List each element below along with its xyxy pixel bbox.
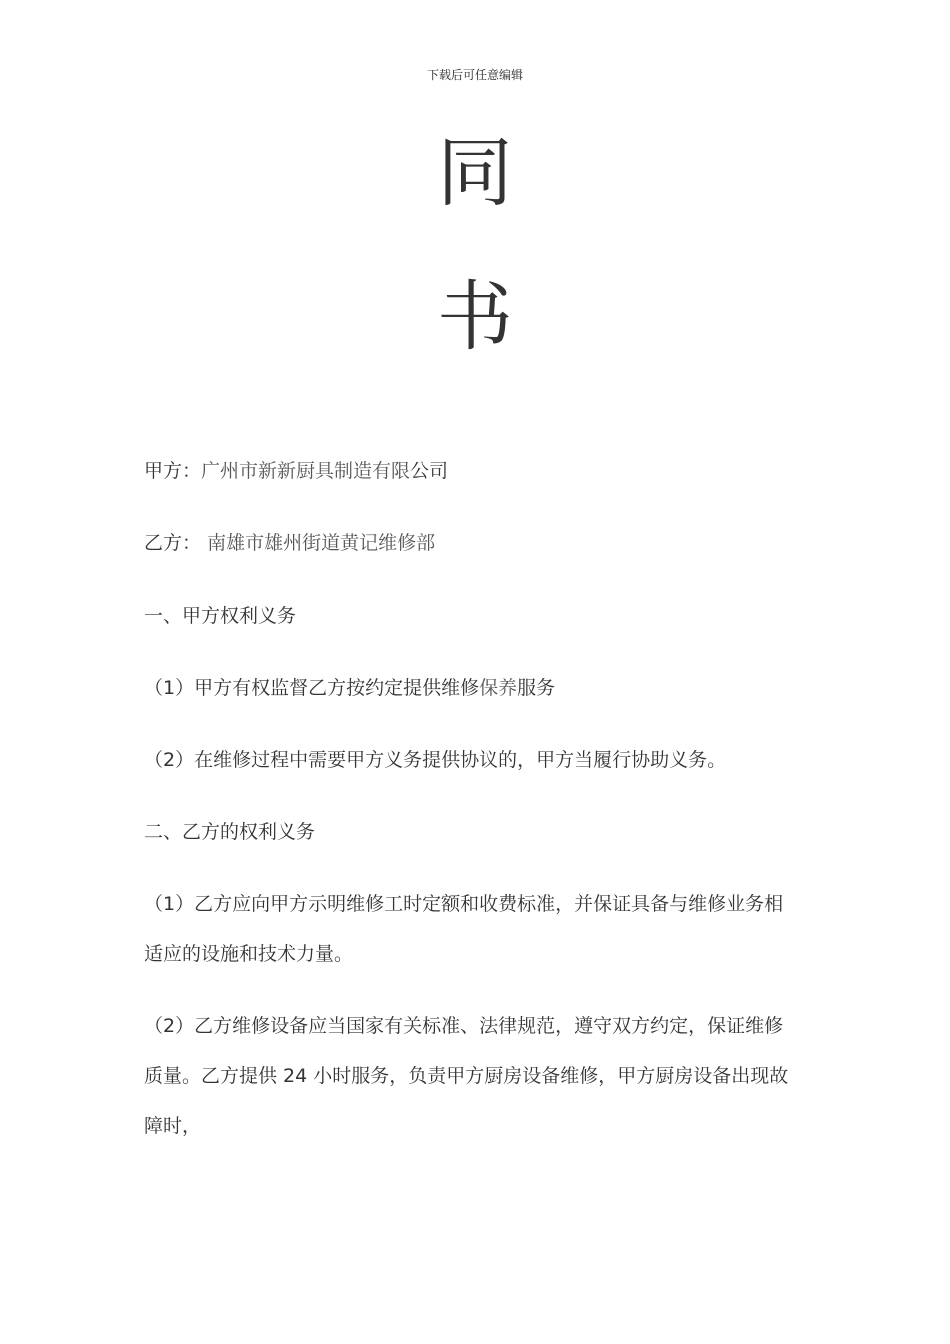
section2-heading: 二、乙方的权利义务	[144, 821, 316, 843]
party-a-label: 甲方：	[144, 460, 202, 482]
title-char-2: 书	[437, 272, 513, 361]
section2-item2-line3: 障时，	[144, 1115, 202, 1137]
header-note: 下载后可任意编辑	[426, 68, 523, 82]
section1-item1-part3: 服务	[517, 677, 556, 699]
section2-item1-line1: （1）乙方应向甲方示明维修工时定额和收费标准，并保证具备与维修业务相	[144, 893, 784, 915]
party-b-name: 南雄市雄州街道黄记维修部	[207, 532, 436, 554]
party-a-line	[144, 458, 824, 484]
section2-item2-line1: （2）乙方维修设备应当国家有关标准、法律规范，遵守双方约定，保证维修	[144, 1015, 784, 1037]
party-a-name-part2: 公司	[410, 460, 449, 482]
section1-item1-part2: 保养	[479, 677, 518, 699]
title-char-1: 同	[437, 128, 513, 217]
section1-item1	[144, 675, 824, 701]
party-b-line	[144, 530, 824, 556]
party-a-name-part1: 广州市新新厨具制造有限	[201, 460, 411, 482]
section2-item1-line2: 适应的设施和技术力量。	[144, 943, 354, 965]
section2-item2-line2: 质量。乙方提供 24 小时服务，负责甲方厨房设备维修，甲方厨房设备出现故	[144, 1065, 789, 1087]
section1-item2: （2）在维修过程中需要甲方义务提供协议的，甲方当履行协助义务。	[144, 749, 727, 771]
section1-item1-part1: （1）甲方有权监督乙方按约定提供维修	[144, 677, 480, 699]
party-b-label: 乙方：	[144, 532, 202, 554]
section1-heading: 一、甲方权利义务	[144, 605, 297, 627]
